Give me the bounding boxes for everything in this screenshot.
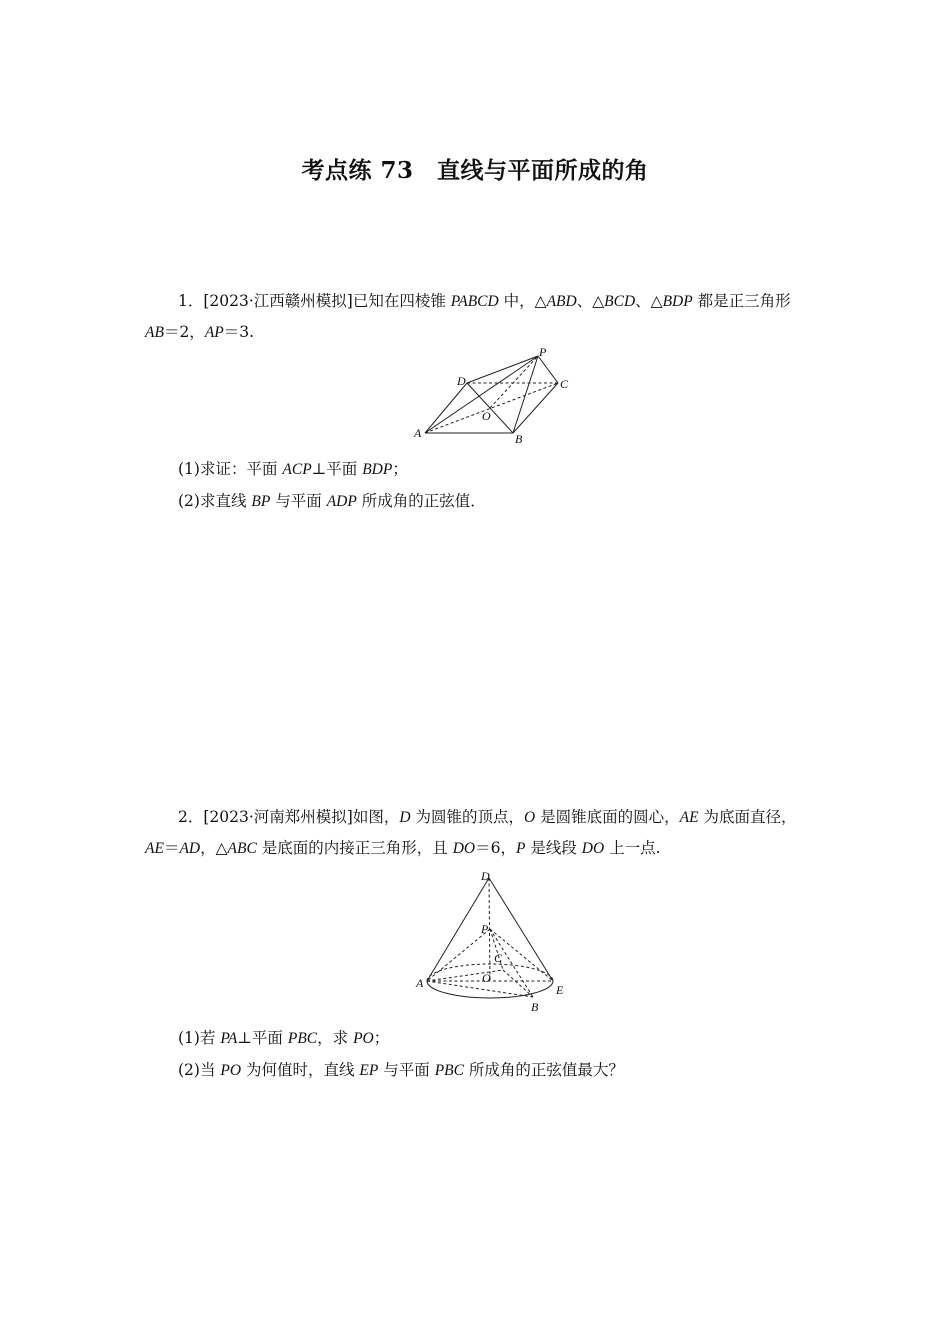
text-segment: 都是正三角形 <box>692 292 791 310</box>
text-segment: 是底面的内接正三角形，且 <box>256 839 453 857</box>
problem-number: 2． <box>178 808 204 826</box>
edge-bp <box>513 356 538 433</box>
label-b: B <box>531 1000 539 1014</box>
math-term: ACP <box>282 461 312 478</box>
text-segment: 所成角的正弦值最大？ <box>464 1061 624 1079</box>
math-term: ADP <box>326 493 357 510</box>
math-term: PBC <box>434 1062 464 1079</box>
text-segment: ＝ <box>163 839 180 857</box>
problem-1-question-1 <box>178 457 408 479</box>
math-term: AD <box>179 840 201 857</box>
text-segment: 为圆锥的顶点， <box>410 808 524 826</box>
edge-dp <box>467 356 538 383</box>
text-segment: 与平面 <box>270 492 327 510</box>
math-term: DO <box>581 840 605 857</box>
generatrix-de <box>489 878 553 981</box>
problem-source: [2023·河南郑州模拟] <box>203 808 353 826</box>
math-term: DO <box>452 840 476 857</box>
text-segment: (2)当 <box>178 1061 221 1079</box>
math-term: PBC <box>287 1030 318 1047</box>
text-segment: 、△ <box>635 292 663 310</box>
text-segment: (2)求直线 <box>178 492 252 510</box>
text-segment: ＝6， <box>475 839 516 857</box>
text-segment: ； <box>392 460 408 478</box>
text-segment: ⊥平面 <box>311 460 363 478</box>
math-term: P <box>515 840 526 857</box>
math-term: PA <box>220 1030 238 1047</box>
text-segment: (1)若 <box>178 1029 221 1047</box>
label-o: O <box>482 971 491 985</box>
edge-bc <box>513 383 558 433</box>
text-segment: ＝3. <box>223 323 255 341</box>
label-e: E <box>556 983 564 997</box>
text-segment: (1)求证：平面 <box>178 460 283 478</box>
text-segment: 、△ <box>576 292 605 310</box>
label-o: O <box>482 409 491 423</box>
text-segment: ； <box>373 1029 390 1047</box>
label-b: B <box>515 432 523 446</box>
segment-ab <box>427 981 533 997</box>
text-segment: 为底面直径， <box>698 808 797 826</box>
math-term: AB <box>145 324 164 341</box>
problem-1-statement <box>145 286 807 348</box>
text-segment: 与平面 <box>378 1061 435 1079</box>
math-term: EP <box>359 1062 379 1079</box>
text-segment: 为何值时，直线 <box>241 1061 360 1079</box>
text-segment: 上一点. <box>604 839 661 857</box>
math-term: BCD <box>604 293 636 310</box>
problem-number: 1． <box>178 292 204 310</box>
problem-1-question-2 <box>178 489 486 511</box>
segment-cb <box>503 970 533 997</box>
cone-figure <box>410 866 575 1016</box>
generatrix-da <box>427 878 489 981</box>
problem-2-statement <box>145 802 807 864</box>
segment-op-hidden <box>490 356 538 408</box>
text-segment: 如图， <box>352 808 400 826</box>
label-c: C <box>560 377 569 391</box>
math-term: PO <box>220 1062 242 1079</box>
text-segment: ＝2， <box>163 323 205 341</box>
text-segment: 是线段 <box>525 839 582 857</box>
math-term: D <box>399 809 411 826</box>
label-d: D <box>481 869 490 883</box>
text-segment: 中，△ <box>498 292 547 310</box>
math-term: AE <box>679 809 699 826</box>
label-p: P <box>539 345 547 359</box>
math-term: PABCD <box>450 293 499 310</box>
math-term: BDP <box>662 293 693 310</box>
text-segment: ，△ <box>200 839 228 857</box>
problem-2-question-2 <box>178 1058 624 1080</box>
pyramid-figure <box>410 345 580 450</box>
edge-pc <box>538 356 558 383</box>
text-segment: 所成角的正弦值． <box>356 492 486 510</box>
math-term: ABD <box>546 293 577 310</box>
math-term: ABC <box>227 840 257 857</box>
label-c: C <box>494 951 503 965</box>
math-term: PO <box>353 1030 374 1047</box>
label-p: P <box>481 922 489 936</box>
label-d: D <box>457 374 466 388</box>
label-a: A <box>416 976 424 990</box>
diagonal-ac-hidden <box>425 383 558 433</box>
segment-pa <box>427 929 490 981</box>
text-segment: 已知在四棱锥 <box>352 292 451 310</box>
page-title: 考点练 73 直线与平面所成的角 <box>301 157 649 184</box>
math-term: BP <box>251 493 271 510</box>
text-segment: ，求 <box>317 1029 354 1047</box>
problem-source: [2023·江西赣州模拟] <box>203 292 353 310</box>
label-a: A <box>414 426 422 440</box>
math-term: BDP <box>362 461 393 478</box>
math-term: O <box>524 809 536 826</box>
math-term: AP <box>204 324 224 341</box>
text-segment: ⊥平面 <box>237 1029 288 1047</box>
math-term: AE <box>145 840 164 857</box>
text-segment: 是圆锥底面的圆心， <box>535 808 680 826</box>
problem-2-question-1 <box>178 1026 389 1048</box>
